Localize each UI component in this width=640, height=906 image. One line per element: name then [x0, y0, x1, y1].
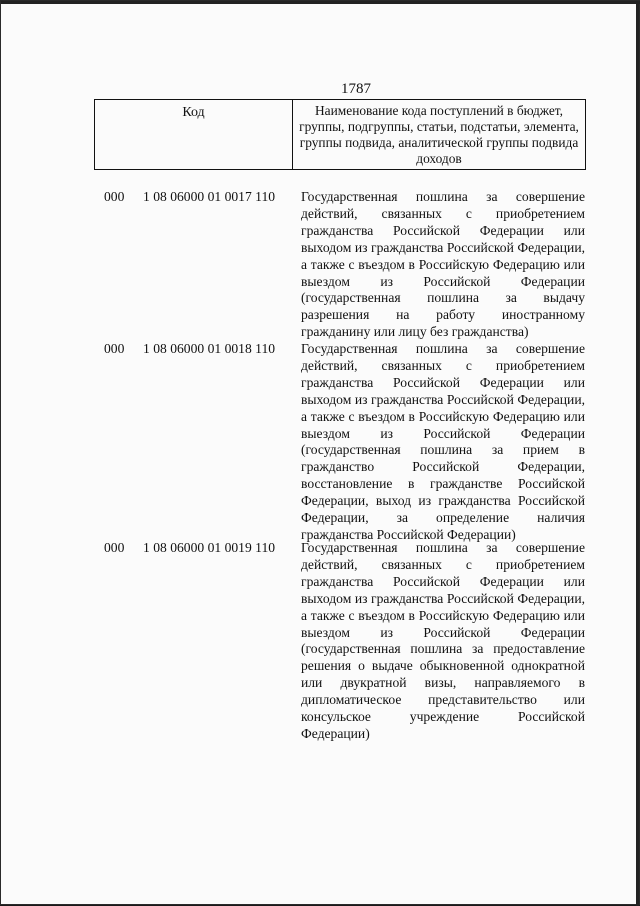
- row-admin-code: 000: [104, 540, 125, 555]
- header-name-label: Наименование кода поступлений в бюджет, группы, подгруппы, статьи, подстатьи, элемента, группы подвида, аналитической группы подвида доходов: [299, 103, 579, 166]
- row-income-code: 1 08 06000 01 0017 110: [143, 189, 276, 204]
- row-income-code: 1 08 06000 01 0018 110: [143, 341, 276, 356]
- row-admin-code: 000: [104, 189, 125, 204]
- row-income-code: 1 08 06000 01 0019 110: [143, 540, 276, 555]
- page-top-edge: [1, 1, 640, 4]
- row-description: Государственная пошлина за совершение действий, связанных с приобретением гражданства Российской Федерации или выходом из гражданства Российской Федерации, а также с въездом в Российскую Федерацию или выездом из Российской Федерации (государственная пошлина за предоставление решения о выдаче обыкновенной однократной или двукратной визы, направляемого в дипломатическое представительство или консульское учреждение Российской Федерации): [301, 540, 585, 741]
- row-description: Государственная пошлина за совершение действий, связанных с приобретением гражданства Российской Федерации или выходом из гражданства Российской Федерации, а также с въездом в Российскую Федерацию или выездом из Российской Федерации (государственная пошлина за прием в гражданство Российской Федерации, восстановление в гражданстве Российской Федерации, выход из гражданства Российской Федерации, за определение наличия гражданства Российской Федерации): [301, 341, 585, 542]
- page-number: 1787: [341, 81, 371, 97]
- row-description: Государственная пошлина за совершение действий, связанных с приобретением гражданства Российской Федерации или выходом из гражданства Российской Федерации, а также с въездом в Российскую Федерацию или выездом из Российской Федерации (государственная пошлина за выдачу разрешения на работу иностранному гражданину или лицу без гражданства): [301, 189, 585, 340]
- page-right-edge: [636, 1, 639, 906]
- table-header: [94, 99, 586, 170]
- row-admin-code: 000: [104, 341, 125, 356]
- header-code-label: Код: [182, 105, 205, 120]
